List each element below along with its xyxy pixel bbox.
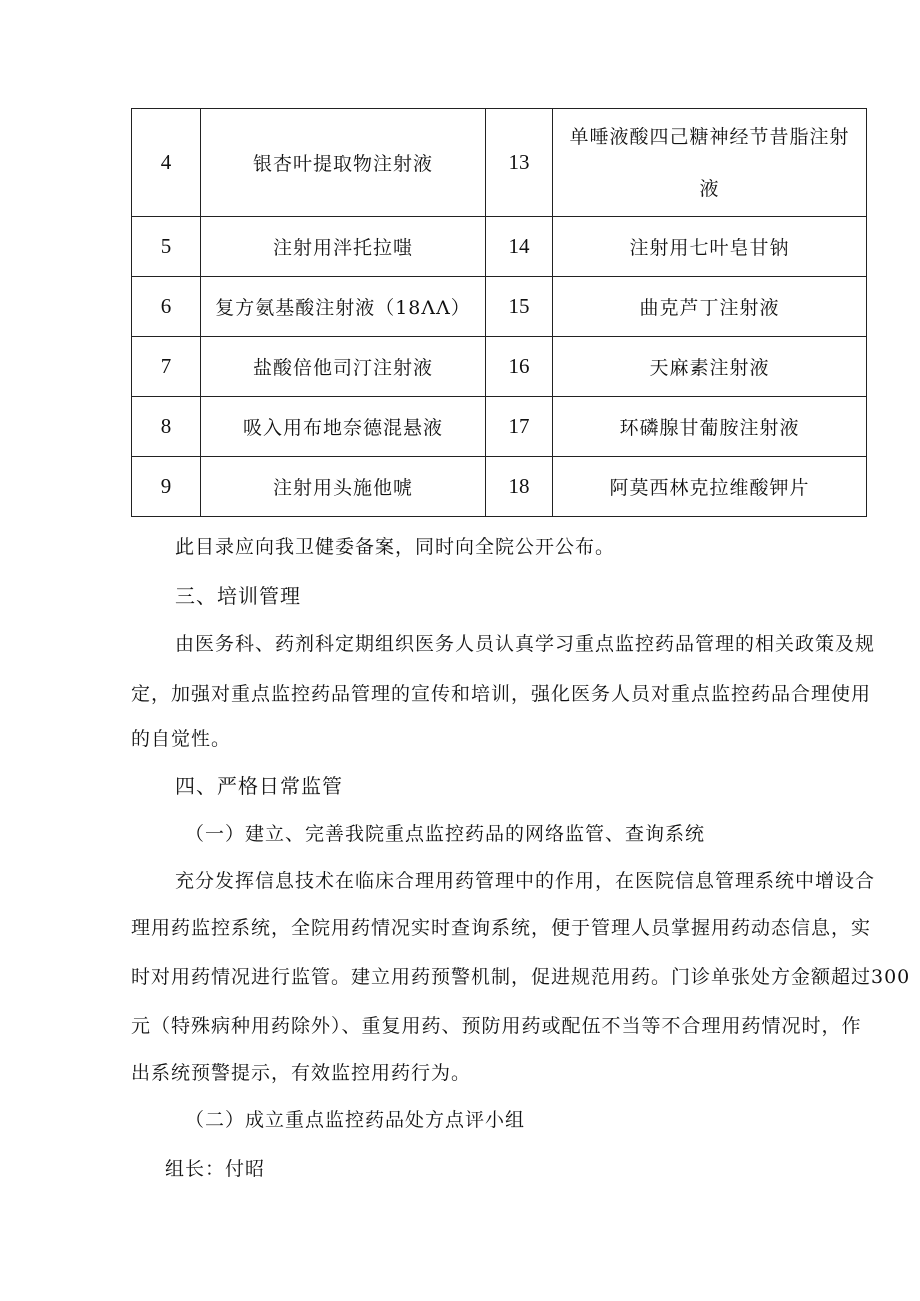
paragraph-line: 出系统预警提示，有效监控用药行为。 xyxy=(131,1062,472,1084)
drug-name: 环磷腺甘葡胺注射液 xyxy=(553,397,867,457)
drug-name: 天麻素注射液 xyxy=(553,337,867,397)
group-leader: 组长：付昭 xyxy=(165,1158,266,1180)
table-row xyxy=(132,109,867,217)
drug-name: 吸入用布地奈德混悬液 xyxy=(201,397,486,457)
subsection-1-heading: （一）建立、完善我院重点监控药品的网络监管、查询系统 xyxy=(185,823,706,845)
row-number: 6 xyxy=(132,277,201,337)
drug-name: 复方氨基酸注射液（18ΛΛ） xyxy=(201,277,486,337)
table-row xyxy=(132,457,867,517)
drug-name: 注射用七叶皂甘钠 xyxy=(553,217,867,277)
drug-name: 注射用泮托拉嗤 xyxy=(201,217,486,277)
paragraph-line: 充分发挥信息技术在临床合理用药管理中的作用，在医院信息管理系统中增设合 xyxy=(175,870,876,892)
row-number: 8 xyxy=(132,397,201,457)
row-number: 15 xyxy=(486,277,553,337)
paragraph-line: 时对用药情况进行监管。建立用药预警机制，促进规范用药。门诊单张处方金额超过300 xyxy=(131,966,911,988)
table-row xyxy=(132,397,867,457)
paragraph-line: 理用药监控系统，全院用药情况实时查询系统，便于管理人员掌握用药动态信息，实 xyxy=(131,917,872,939)
table-row xyxy=(132,217,867,277)
drug-name: 银杏叶提取物注射液 xyxy=(201,109,486,217)
drug-catalog-table xyxy=(131,108,867,517)
row-number: 17 xyxy=(486,397,553,457)
row-number: 7 xyxy=(132,337,201,397)
subsection-2-heading: （二）成立重点监控药品处方点评小组 xyxy=(185,1109,526,1131)
drug-name: 单唾液酸四己糖神经节昔脂注射液 xyxy=(553,109,867,217)
section-3-heading: 三、培训管理 xyxy=(175,584,301,608)
row-number: 16 xyxy=(486,337,553,397)
table-row xyxy=(132,337,867,397)
row-number: 9 xyxy=(132,457,201,517)
paragraph-line: 元（特殊病种用药除外）、重复用药、预防用药或配伍不当等不合理用药情况时，作 xyxy=(131,1015,862,1037)
table-row xyxy=(132,277,867,337)
paragraph-line: 定，加强对重点监控药品管理的宣传和培训，强化医务人员对重点监控药品合理使用 xyxy=(131,683,872,705)
row-number: 18 xyxy=(486,457,553,517)
row-number: 4 xyxy=(132,109,201,217)
drug-name: 曲克芦丁注射液 xyxy=(553,277,867,337)
catalog-note: 此目录应向我卫健委备案，同时向全院公开公布。 xyxy=(175,536,616,558)
section-4-heading: 四、严格日常监管 xyxy=(175,774,343,798)
paragraph-line: 由医务科、药剂科定期组织医务人员认真学习重点监控药品管理的相关政策及规 xyxy=(175,633,876,655)
paragraph-line: 的自觉性。 xyxy=(131,728,232,750)
row-number: 14 xyxy=(486,217,553,277)
drug-name: 盐酸倍他司汀注射液 xyxy=(201,337,486,397)
drug-name: 阿莫西林克拉维酸钾片 xyxy=(553,457,867,517)
row-number: 5 xyxy=(132,217,201,277)
drug-name: 注射用头施他唬 xyxy=(201,457,486,517)
row-number: 13 xyxy=(486,109,553,217)
